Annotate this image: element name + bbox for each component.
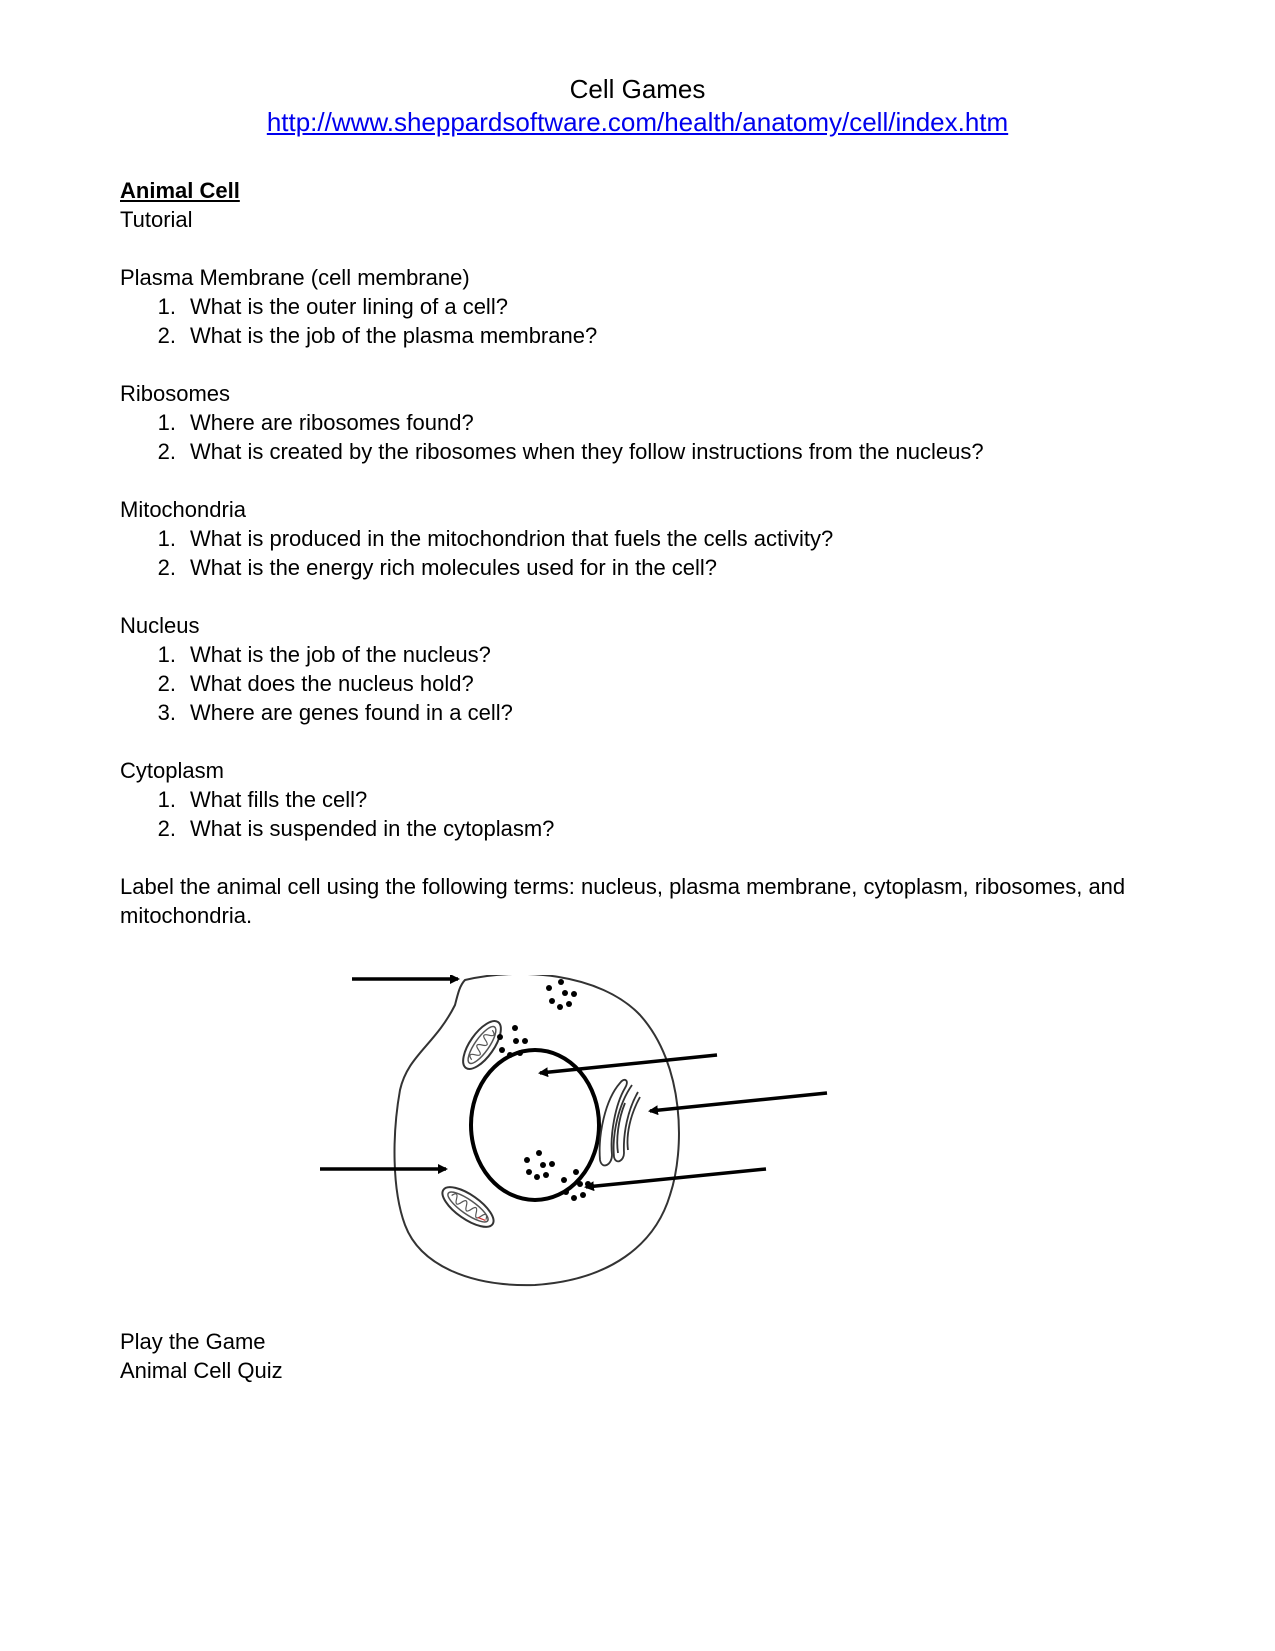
label-instruction: Label the animal cell using the following terms: nucleus, plasma membrane, cytoplasm, ribosomes, and mitochondria. [120, 874, 1126, 928]
question-number: 1. [157, 410, 176, 435]
cell-membrane-outline [395, 975, 679, 1285]
question-list [120, 408, 1200, 466]
question-item [120, 553, 1200, 582]
question-text: What is the job of the plasma membrane? [190, 323, 598, 348]
question-number: 2. [157, 439, 176, 464]
page-title: Cell Games [569, 74, 706, 104]
question-item [120, 524, 1200, 553]
section-title: Plasma Membrane (cell membrane) [120, 265, 470, 290]
question-text: Where are ribosomes found? [190, 410, 474, 435]
section-mitochondria [120, 495, 1200, 582]
question-text: What is produced in the mitochondrion that fuels the cells activity? [190, 526, 834, 551]
question-item [120, 640, 1200, 669]
ribosomes-top [497, 979, 577, 1058]
mitochondrion-bottom [437, 1180, 500, 1234]
question-item [120, 814, 1200, 843]
question-text: What is created by the ribosomes when they follow instructions from the nucleus? [190, 439, 984, 464]
mitochondrion-top [456, 1015, 508, 1075]
question-list [120, 524, 1200, 582]
section-title: Mitochondria [120, 497, 246, 522]
question-item [120, 785, 1200, 814]
tutorial-label: Tutorial [120, 207, 193, 232]
play-game-link[interactable]: Play the Game [120, 1329, 266, 1354]
question-item [120, 669, 1200, 698]
animal-cell-diagram [320, 975, 880, 1315]
question-item [120, 698, 1200, 727]
section-cytoplasm [120, 756, 1200, 843]
animal-cell-heading: Animal Cell [120, 178, 240, 203]
question-text: What is the energy rich molecules used for in the cell? [190, 555, 718, 580]
question-list [120, 640, 1200, 727]
question-text: What is suspended in the cytoplasm? [190, 816, 555, 841]
question-number: 2. [157, 816, 176, 841]
question-number: 1. [157, 787, 176, 812]
section-ribosomes [120, 379, 1200, 466]
section-title: Nucleus [120, 613, 200, 638]
section-nucleus [120, 611, 1200, 727]
question-item [120, 408, 1200, 437]
question-text: What is the outer lining of a cell? [190, 294, 508, 319]
question-text: Where are genes found in a cell? [190, 700, 513, 725]
golgi-shape [600, 1080, 640, 1166]
question-number: 1. [157, 526, 176, 551]
question-list [120, 785, 1200, 843]
question-item [120, 321, 1200, 350]
question-list [120, 292, 1200, 350]
question-number: 2. [157, 555, 176, 580]
question-text: What is the job of the nucleus? [190, 642, 491, 667]
section-plasma [120, 263, 1200, 350]
source-url-link[interactable]: http://www.sheppardsoftware.com/health/anatomy/cell/index.htm [266, 107, 1009, 137]
footer-links [120, 1327, 283, 1385]
question-item [120, 292, 1200, 321]
question-number: 1. [157, 642, 176, 667]
question-sections [120, 263, 1200, 843]
question-number: 1. [157, 294, 176, 319]
question-text: What fills the cell? [190, 787, 368, 812]
question-number: 3. [157, 700, 176, 725]
question-text: What does the nucleus hold? [190, 671, 474, 696]
question-number: 2. [157, 323, 176, 348]
section-title: Ribosomes [120, 381, 231, 406]
question-number: 2. [157, 671, 176, 696]
worksheet-content [120, 176, 1200, 930]
animal-cell-quiz-link[interactable]: Animal Cell Quiz [120, 1358, 283, 1383]
question-item [120, 437, 1200, 466]
section-title: Cytoplasm [120, 758, 224, 783]
